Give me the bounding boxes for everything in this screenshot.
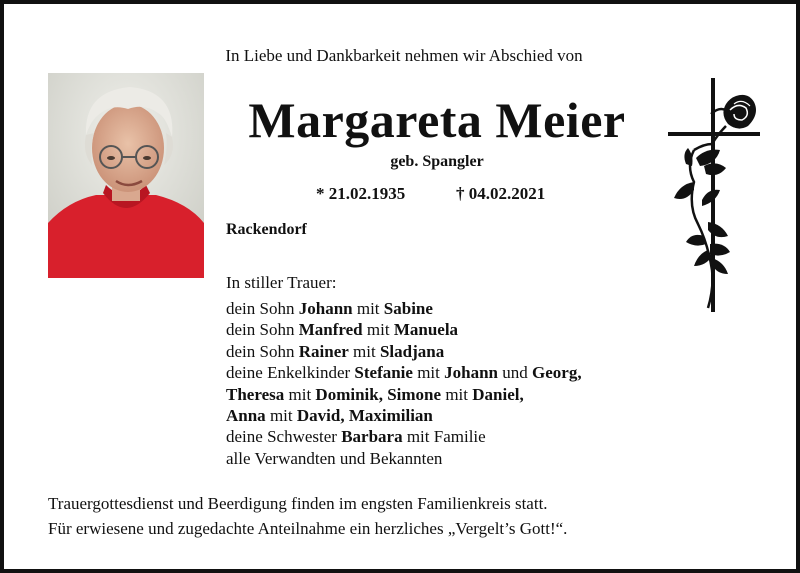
mourner-name: Georg, <box>532 363 582 383</box>
death-date: † 04.02.2021 <box>456 184 546 203</box>
mourner-line <box>226 426 582 447</box>
mourner-name: Sabine <box>383 299 433 318</box>
mourner-text: deine Enkelkinder <box>226 363 355 383</box>
mourner-text: dein Sohn <box>226 320 299 340</box>
mourner-text: mit <box>348 341 380 361</box>
maiden-name: geb. Spangler <box>390 153 484 170</box>
mourner-name: Theresa <box>226 384 285 404</box>
mourner-name: Johann <box>298 299 353 318</box>
mourner-line <box>226 341 582 362</box>
mourner-name: Barbara <box>341 427 403 447</box>
mourner-text: deine Schwester <box>226 427 342 447</box>
portrait-photo <box>48 73 204 278</box>
mourner-line <box>226 362 582 383</box>
mourner-text: mit <box>284 384 316 404</box>
mourner-name: Stefanie <box>354 363 413 383</box>
mourner-name: Rainer <box>298 341 349 361</box>
mourner-text: alle Verwandten und Bekannten <box>226 448 443 468</box>
deceased-name: Margareta Meier <box>248 92 626 148</box>
mourner-text: mit <box>352 299 384 318</box>
mourner-name: Anna <box>226 406 266 426</box>
thanks-note: Für erwiesene und zugedachte Anteilnahme ein herzliches „Vergelt’s Gott!“. <box>48 519 568 538</box>
footer <box>48 491 567 541</box>
mourners-list <box>226 298 582 469</box>
mourning-intro: In stiller Trauer: <box>226 273 337 292</box>
mourner-text: dein Sohn <box>226 341 299 361</box>
mourner-text: mit Familie <box>402 427 486 447</box>
mourner-text: mit <box>412 363 445 383</box>
mourner-text: mit <box>441 384 473 404</box>
place-of-residence: Rackendorf <box>226 221 307 238</box>
funeral-note: Trauergottesdienst und Beerdigung finden im engsten Familienkreis statt. <box>48 494 548 513</box>
mourner-name: Manuela <box>393 320 459 340</box>
mourner-line <box>226 448 582 469</box>
mourner-text: mit <box>265 406 297 426</box>
birth-date: * 21.02.1935 <box>316 184 406 203</box>
mourner-name: Daniel, <box>472 384 524 404</box>
mourner-line <box>226 298 582 319</box>
mourner-text: mit <box>362 320 394 340</box>
cross-with-rose-icon <box>664 74 764 316</box>
mourner-name: Dominik, Simone <box>315 384 442 404</box>
mourner-text: und <box>498 363 532 383</box>
mourner-line <box>226 319 582 340</box>
mourner-line <box>226 384 582 405</box>
mourner-name: Sladjana <box>379 341 445 361</box>
mourner-name: Johann <box>444 363 498 383</box>
mourner-name: Manfred <box>298 320 363 340</box>
mourner-text: dein Sohn <box>226 299 299 318</box>
mourner-name: David, Maximilian <box>296 406 433 426</box>
intro-text: In Liebe und Dankbarkeit nehmen wir Abschied von <box>225 46 583 65</box>
mourner-line <box>226 405 582 426</box>
